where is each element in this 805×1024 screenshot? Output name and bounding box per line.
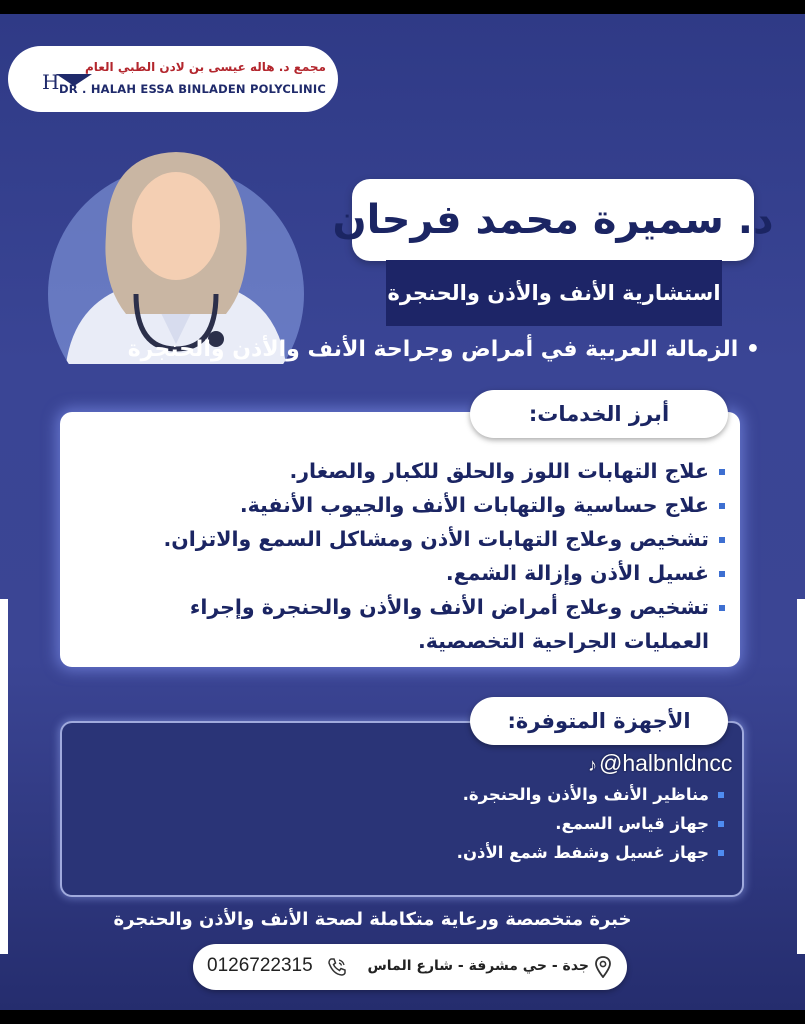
- tiktok-icon: ♪: [588, 755, 597, 775]
- square-bullet-icon: [719, 605, 725, 611]
- right-edge-strip: [797, 599, 805, 954]
- clinic-logo-badge: [8, 46, 338, 112]
- list-item: [109, 454, 729, 488]
- device-text: مناظير الأنف والأذن والحنجرة.: [462, 785, 709, 804]
- service-text: علاج حساسية والتهابات الأنف والجيوب الأنفية.: [239, 493, 709, 517]
- address-text: جدة - حي مشرفة - شارع الماس: [367, 958, 589, 974]
- left-edge-strip: [0, 599, 8, 954]
- phone-icon: [327, 957, 347, 977]
- list-item: [207, 809, 727, 838]
- service-text: علاج التهابات اللوز والحلق للكبار والصغار.: [289, 459, 709, 483]
- tagline: خبرة متخصصة ورعاية متكاملة لصحة الأنف والأذن والحنجرة: [113, 909, 632, 930]
- list-item: [207, 838, 727, 867]
- devices-list: [207, 780, 727, 867]
- doctor-name-banner: [332, 179, 774, 261]
- contact-bar: [193, 944, 627, 990]
- list-item: [109, 590, 729, 658]
- square-bullet-icon: [719, 571, 725, 577]
- device-text: جهاز قياس السمع.: [555, 814, 709, 833]
- square-bullet-icon: [718, 821, 724, 827]
- square-bullet-icon: [719, 469, 725, 475]
- phone-number[interactable]: 0126722315: [207, 955, 313, 976]
- clinic-name-arabic: مجمع د. هاله عيسى بن لادن الطبي العام: [84, 60, 326, 74]
- square-bullet-icon: [719, 503, 725, 509]
- list-item: [109, 488, 729, 522]
- clinic-logo-icon: [12, 52, 92, 108]
- logo-letter: H: [42, 70, 60, 94]
- list-item: [109, 522, 729, 556]
- service-text: تشخيص وعلاج أمراض الأنف والأذن والحنجرة وإجراء العمليات الجراحية التخصصية.: [189, 595, 709, 653]
- location-pin-icon: [595, 956, 611, 978]
- service-text: غسيل الأذن وإزالة الشمع.: [445, 561, 709, 585]
- doctor-illustration: [36, 144, 306, 364]
- list-item: [109, 556, 729, 590]
- devices-heading: الأجهزة المتوفرة:: [470, 697, 728, 745]
- fellowship-line: [100, 337, 760, 362]
- list-item: [207, 780, 727, 809]
- service-text: تشخيص وعلاج التهابات الأذن ومشاكل السمع والاتزان.: [163, 527, 709, 551]
- fellowship-text: الزمالة العربية في أمراض وجراحة الأنف والأذن والحنجرة: [127, 337, 739, 362]
- doctor-name: د. سميرة محمد فرحان: [332, 197, 774, 243]
- social-handle[interactable]: [588, 750, 732, 777]
- bullet-dot: •: [738, 337, 760, 362]
- doctor-title: استشارية الأنف والأذن والحنجرة: [387, 281, 721, 305]
- poster: [0, 14, 805, 1010]
- square-bullet-icon: [719, 537, 725, 543]
- square-bullet-icon: [718, 850, 724, 856]
- services-list: [109, 454, 729, 658]
- services-heading: أبرز الخدمات:: [470, 390, 728, 438]
- square-bullet-icon: [718, 792, 724, 798]
- device-text: جهاز غسيل وشفط شمع الأذن.: [456, 843, 709, 862]
- clinic-name-english: DR . HALAH ESSA BINLADEN POLYCLINIC: [59, 82, 326, 96]
- doctor-title-banner: [386, 260, 722, 326]
- handle-text: @halbnldncc: [599, 750, 733, 776]
